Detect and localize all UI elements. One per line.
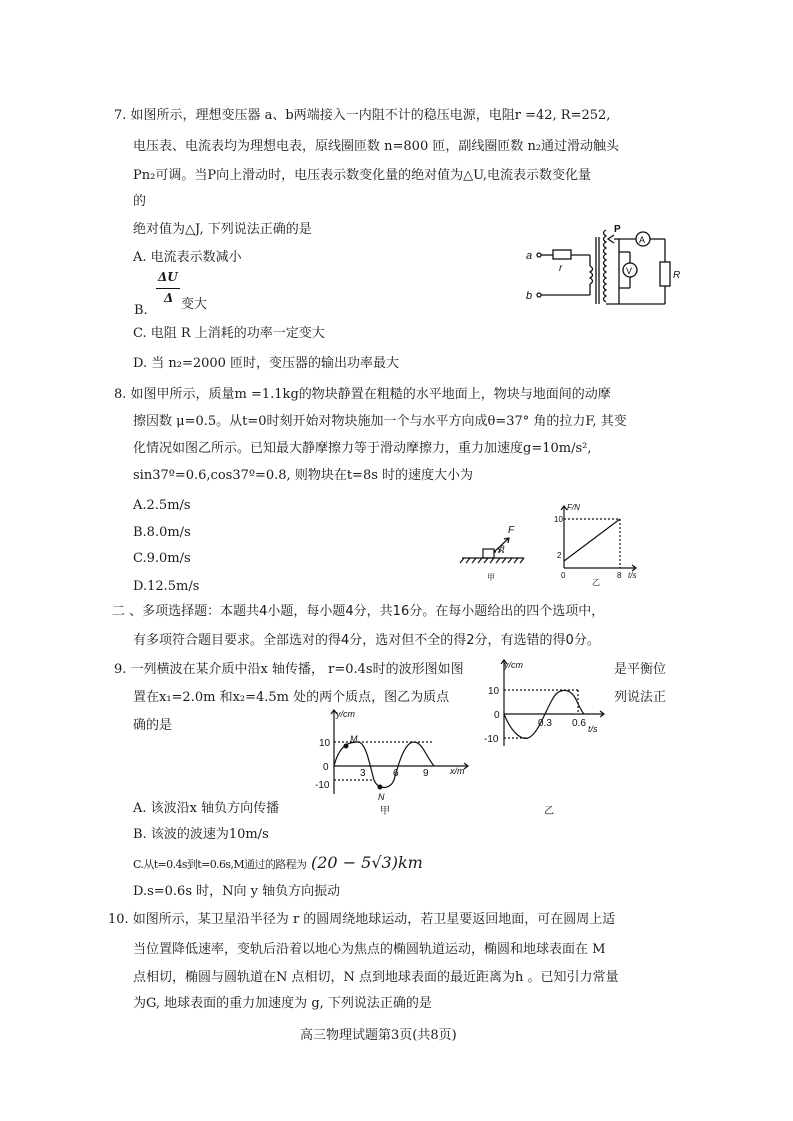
q9-jia-tick-neg10: -10: [315, 780, 330, 791]
q8-graph-x-label: t/s: [628, 571, 637, 580]
q7-option-b-denominator: Δ: [164, 291, 174, 305]
q9-fig-yi-caption: 乙: [544, 806, 554, 816]
q7-option-d: D. 当 n₂=2000 匝时，变压器的输出功率最大: [133, 356, 400, 371]
q9-fig-jia-caption: 甲: [380, 806, 390, 816]
q9-point-n: [378, 785, 383, 790]
q10-line-4: 为G, 地球表面的重力加速度为 g, 下列说法正确的是: [133, 996, 432, 1011]
q7-line-2: 电压表、电流表均为理想电表，原线圈匝数 n=800 匝，副线圈匝数 n₂通过滑动触头: [133, 139, 620, 154]
q8-fig-a-caption: 甲: [487, 573, 495, 582]
q7-fig-label-p: P: [614, 224, 621, 235]
q7-option-c: C. 电阻 R 上消耗的功率一定变大: [133, 326, 325, 341]
q7-line-1: 7. 如图所示，理想变压器 a、b两端接入一内阻不计的稳压电源，电阻r =42, R=252,: [114, 108, 611, 123]
q8-line-2: 擦因数 μ=0.5。从t=0时刻开始对物块施加一个与水平方向成θ=37° 角的拉力F, 其变: [133, 414, 627, 429]
q8-fig-angle-label: θ: [500, 544, 505, 553]
q7-option-b-fraction-bar: [156, 288, 180, 289]
q9-vibration-graph-yi: [482, 656, 612, 816]
q8-option-d: D.12.5m/s: [133, 579, 200, 594]
q9-line-2-end: 列说法正: [614, 690, 667, 705]
q7-fig-label-voltmeter: V: [626, 266, 633, 276]
q9-jia-label-n: N: [378, 792, 385, 802]
q8-graph-tick-8: 8: [617, 571, 622, 580]
q9-option-a: A. 该波沿x 轴负方向传播: [133, 801, 280, 816]
q8-graph-origin: 0: [561, 571, 566, 580]
q9-yi-tick-10: 10: [488, 686, 500, 697]
q7-fig-label-ammeter: A: [639, 235, 646, 245]
q10-line-1: 10. 如图所示，某卫星沿半径为 r 的圆周绕地球运动，若卫星要返回地面，可在圆周上适: [108, 912, 616, 927]
q9-jia-label-m: M: [350, 734, 358, 744]
q9-wave-graph-jia: [310, 706, 475, 816]
section-2-heading-line-1: 二 、多项选择题：本题共4小题，每小题4分，共16分。在每小题给出的四个选项中，: [112, 604, 605, 619]
q7-fig-label-resistor-r: R: [673, 270, 681, 281]
q9-yi-tick-neg10: -10: [484, 734, 499, 745]
q9-jia-tick-9: 9: [423, 768, 429, 779]
q8-block-on-ground-figure: [458, 518, 528, 584]
q8-fig-force-label: F: [508, 525, 515, 536]
q9-yi-tick-0.3: 0.3: [538, 718, 552, 729]
section-2-heading-line-2: 有多项符合题目要求。全部选对的得4分，选对但不全的得2分，有选错的得0分。: [133, 633, 600, 648]
q7-transformer-circuit-diagram: [520, 222, 695, 310]
q9-jia-tick-6: 6: [393, 768, 399, 779]
q9-option-c-expression: (20 − 5√3)km: [311, 853, 423, 872]
q9-yi-y-label: y/cm: [504, 660, 523, 670]
q7-line-5: 绝对值为△J, 下列说法正确的是: [133, 222, 312, 237]
q8-graph-y-label: F/N: [567, 503, 580, 512]
q8-line-4: sin37º=0.6,cos37º=0.8, 则物块在t=8s 时的速度大小为: [133, 468, 474, 483]
q9-line-1-end: 是平衡位: [614, 662, 667, 677]
q10-line-3: 点相切，椭圆与圆轨道在N 点相切，N 点到地球表面的最近距离为h 。已知引力常量: [133, 970, 619, 985]
q10-line-2: 当位置降低速率，变轨后沿着以地心为焦点的椭圆轨道运动，椭圆和地球表面在 M: [133, 942, 606, 957]
q8-option-b: B.8.0m/s: [133, 525, 191, 540]
q8-fig-b-caption: 乙: [592, 578, 600, 587]
q7-option-b-numerator: ΔU: [158, 270, 178, 284]
q8-force-time-graph: [552, 500, 642, 590]
q9-line-1: 9. 一列横波在某介质中沿x 轴传播， r=0.4s时的波形图如图: [114, 662, 464, 677]
q8-line-1: 8. 如图甲所示，质量m =1.1kg的物块静置在粗糙的水平地面上，物块与地面间的动摩: [114, 387, 611, 402]
q9-jia-tick-10: 10: [319, 738, 331, 749]
page-footer: 高三物理试题第3页(共8页): [300, 1028, 457, 1043]
q7-option-b-label: B.: [134, 303, 148, 318]
q7-line-3: Pn₂可调。当P向上滑动时，电压表示数变化量的绝对值为△U,电流表示数变化量: [133, 168, 591, 183]
q9-option-c: C.从t=0.4s到t=0.6s,M通过的路程为: [133, 858, 307, 871]
q7-fig-label-b: b: [526, 290, 533, 302]
q9-jia-tick-3: 3: [360, 768, 366, 779]
q7-option-a: A. 电流表示数减小: [133, 250, 242, 265]
q7-line-4: 的: [133, 194, 147, 209]
q9-yi-tick-0: 0: [494, 710, 500, 721]
q7-option-b-text: 变大: [181, 297, 208, 312]
q7-fig-label-a: a: [526, 250, 533, 262]
q8-graph-tick-2: 2: [557, 551, 562, 560]
q9-yi-tick-0.6: 0.6: [572, 718, 586, 729]
q9-jia-x-label: x/m: [450, 766, 465, 776]
q9-point-m: [344, 744, 349, 749]
q8-option-c: C.9.0m/s: [133, 551, 191, 566]
q9-yi-x-label: t/s: [588, 724, 598, 734]
q9-option-d: D.s=0.6s 时，N向 y 轴负方向振动: [133, 884, 341, 899]
q9-jia-y-label: y/cm: [336, 709, 355, 719]
q8-line-3: 化情况如图乙所示。已知最大静摩擦力等于滑动摩擦力，重力加速度g=10m/s²,: [133, 441, 592, 456]
q7-fig-label-r: r: [559, 263, 563, 274]
q8-graph-tick-10: 10: [554, 515, 563, 524]
q9-option-b: B. 该波的波速为10m/s: [133, 827, 269, 842]
q9-line-2: 置在x₁=2.0m 和x₂=4.5m 处的两个质点，图乙为质点: [133, 690, 450, 705]
q9-jia-tick-0: 0: [323, 762, 329, 773]
q8-option-a: A.2.5m/s: [133, 498, 191, 513]
q9-line-3: 确的是: [133, 718, 173, 733]
